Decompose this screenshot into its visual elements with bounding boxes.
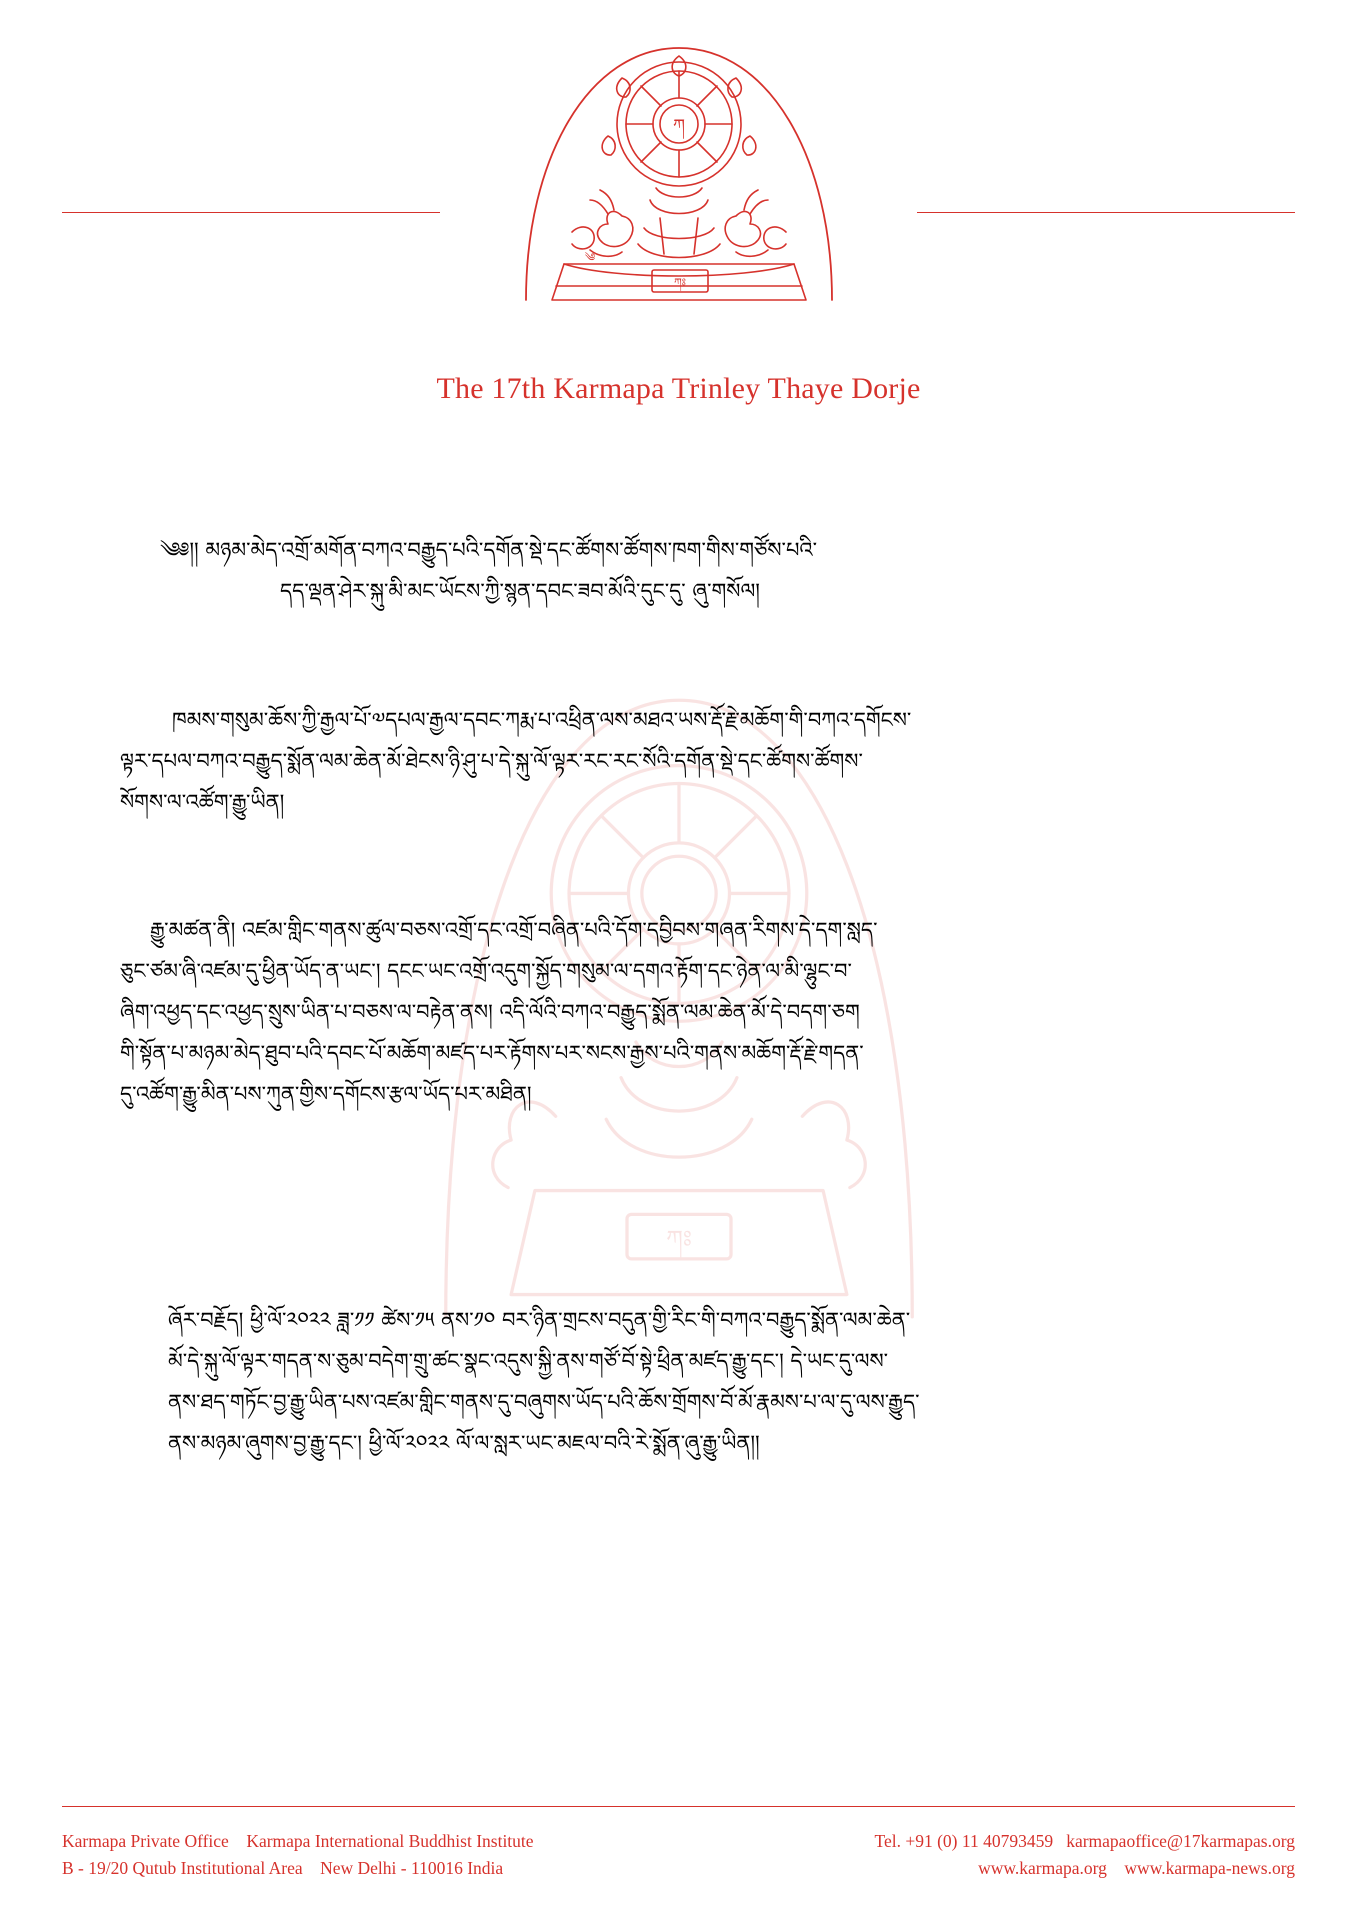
footer-rule (62, 1806, 1295, 1807)
paragraph-2-line-3: ཞིག་འཕྱད་དང་འཕྱད་སྲུས་ཡིན་པ་བཅས་ལ་བརྟེན་ནས། འདི་ལོའི་བཀའ་བརྒྱུད་སྨོན་ལམ་ཆེན་མོ་དེ་བདག་ཅག (120, 999, 860, 1024)
salutation-line-2: དད་ལྡན་ཤེར་སྐུ་མི་མང་ཡོངས་ཀྱི་སྙན་དབང་ཟབ་མོའི་དུང་དུ་ ཞུ་གསོལ། (280, 578, 760, 603)
paragraph-1 (0, 700, 1357, 823)
paragraph-3-line-3: ནས་ཐད་གཏོང་བྱ་རྒྱུ་ཡིན་པས་འཛམ་གླིང་གནས་དུ་བཞུགས་ཡོད་པའི་ཆོས་གྲོགས་བོ་མོ་རྣམས་པ་ལ་དུ་ལས་རྒྱུད་ (168, 1389, 920, 1414)
svg-text:ཀཿ: ཀཿ (673, 276, 686, 289)
page-title: The 17th Karmapa Trinley Thaye Dorje (436, 372, 921, 405)
salutation-block (0, 530, 1357, 612)
paragraph-2 (0, 910, 1357, 1115)
paragraph-2-line-1: རྒྱུ་མཚན་ནི། འཛམ་གླིང་གནས་ཚུལ་བཅས་འགྲོ་དང་འགྲོ་བཞིན་པའི་དོག་དབྱིབས་གཞན་རིགས་དེ་དག་སླད་ (150, 918, 878, 942)
svg-text:ཀཿ: ཀཿ (665, 1225, 692, 1254)
paragraph-3-line-1: ཞོར་བརྗོད། ཕྱི་ལོ་༢༠༢༢ ཟླ་༡༡ ཚེས་༡༥ ནས་༡༠ བར་ཉིན་གྲངས་བདུན་གྱི་རིང་གི་བཀའ་བརྒྱུད་སྨོན་ལམ་ཆེན་ (168, 1308, 911, 1332)
paragraph-2-line-2: ཅུང་ཙམ་ཞི་འཛམ་དུ་ཕྱིན་ཡོད་ན་ཡང་། དངང་ཡང་འགྲོ་འདུག་སྐྱོད་གསུམ་ལ་དགའ་རྟོག་དང་ཉེན་ལ་མི་ལྷུང་བ་ (120, 958, 852, 983)
svg-text:ཀ: ཀ (672, 116, 685, 136)
footer-contact-line-2[interactable]: www.karmapa.org www.karmapa-news.org (978, 1858, 1295, 1879)
paragraph-3 (0, 1300, 1357, 1464)
paragraph-1-line-3: སོགས་ལ་འཚོག་རྒྱུ་ཡིན། (120, 789, 285, 814)
paragraph-1-line-2: ལྟར་དཔལ་བཀའ་བརྒྱུད་སྨོན་ལམ་ཆེན་མོ་ཐེངས་ཉི་ཤུ་པ་དེ་སྐུ་ལོ་ལྟར་རང་རང་སོའི་དགོན་སྡེ་དང་ཚོགས་ཚོགས་ (120, 748, 863, 773)
header-rule-right (917, 212, 1295, 213)
footer-contact (874, 1828, 1295, 1882)
paragraph-3-line-4: ནས་མཉམ་ཞུགས་བྱ་རྒྱུ་དང་། ཕྱི་ལོ་༢༠༢༢ ལོ་ལ་སླར་ཡང་མཇལ་བའི་རེ་སྨོན་ཞུ་རྒྱུ་ཡིན།། (168, 1430, 760, 1455)
footer-address (62, 1828, 534, 1882)
header-rule-left (62, 212, 440, 213)
page-header (0, 0, 1357, 405)
paragraph-2-line-5: དུ་འཚོག་རྒྱུ་མིན་པས་ཀུན་གྱིས་དགོངས་རྩལ་ཡོད་པར་མཐིན། (120, 1081, 532, 1106)
svg-text:༄: ༄ (584, 251, 595, 264)
paragraph-1-line-1: ཁམས་གསུམ་ཆོས་ཀྱི་རྒྱལ་པོ་༧དཔལ་རྒྱལ་དབང་ཀརྨ་པ་འཕྲིན་ལས་མཐའ་ཡས་རྡོ་རྗེ་མཆོག་གི་བཀའ་དགོངས་ (172, 708, 912, 732)
footer-contact-line-1[interactable]: Tel. +91 (0) 11 40793459 karmapaoffice@17karmapas.org (874, 1831, 1295, 1851)
footer-address-line-2: B - 19/20 Qutub Institutional Area New Delhi - 110016 India (62, 1858, 504, 1879)
paragraph-2-line-4: གི་སྟོན་པ་མཉམ་མེད་ཐུབ་པའི་དབང་པོ་མཆོག་མཛད་པར་རྟོགས་པར་སངས་རྒྱས་པའི་གནས་མཆོག་རྡོ་རྗེ་གདན་ (120, 1040, 864, 1065)
footer-address-line-1: Karmapa Private Office Karmapa International Buddhist Institute (62, 1831, 534, 1851)
footer-columns (62, 1828, 1295, 1882)
salutation-line-1: ༄༅།། མཉམ་མེད་འགྲོ་མགོན་བཀའ་བརྒྱུད་པའི་དགོན་སྡེ་དང་ཚོགས་ཚོགས་ཁག་གིས་གཙོས་པའི་ (160, 538, 818, 562)
karmapa-dharma-wheel-emblem-icon (504, 18, 854, 306)
page-footer (0, 1770, 1357, 1920)
paragraph-3-line-2: མོ་དེ་སྐུ་ལོ་ལྟར་གདན་ས་ཅུམ་བདེག་གྲུ་ཚང་སྣང་འདུས་སྐྱི་ནས་གཙོ་བོ་སྟེ་ཕྲིན་མཛད་རྒྱུ་དང་། དེ་ཡང་དུ་ལས་ (168, 1348, 889, 1373)
